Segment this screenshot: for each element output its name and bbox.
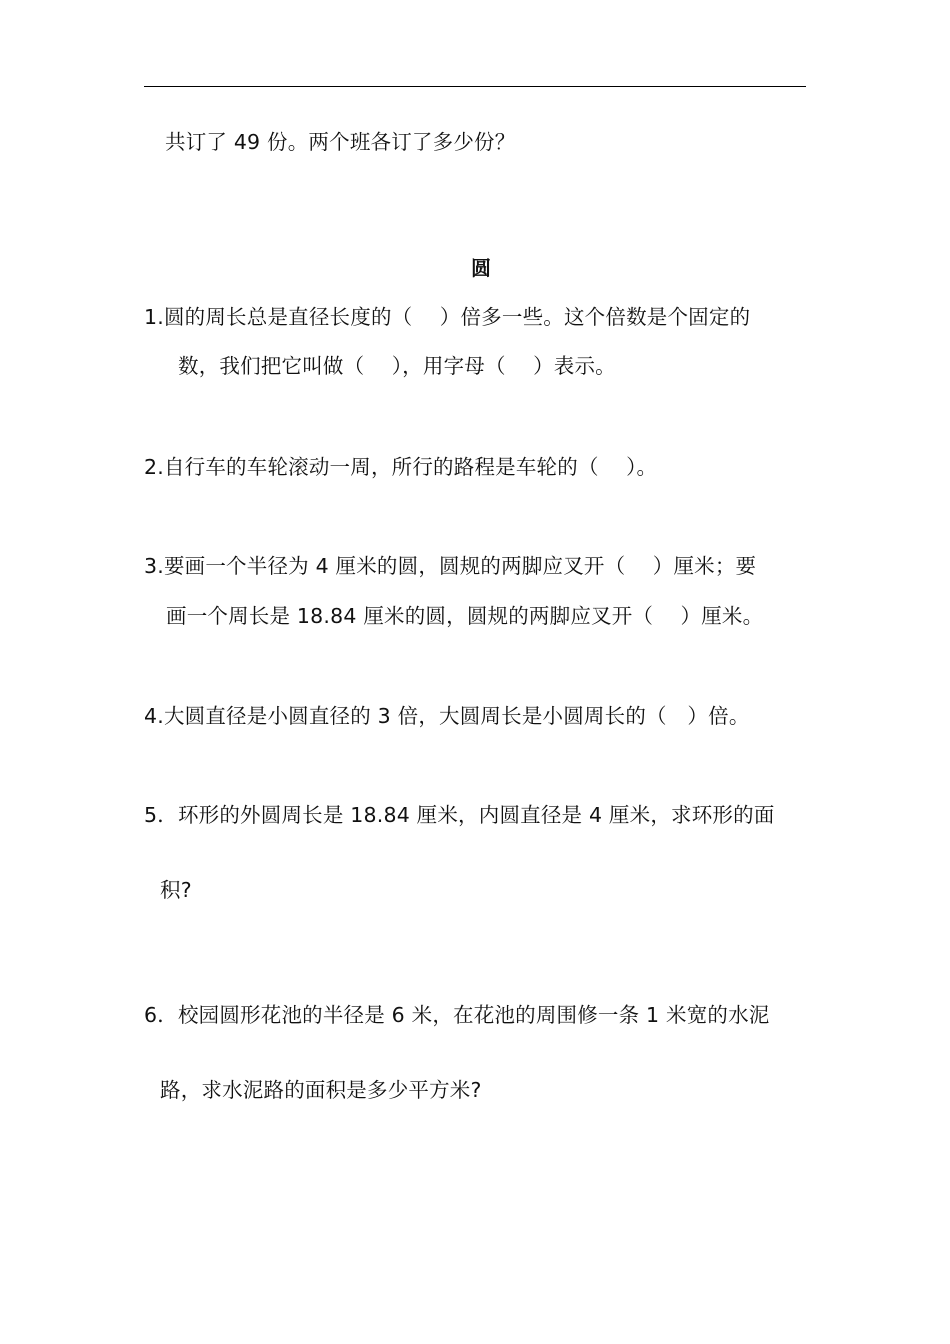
question-2-line-1: 2.自行车的车轮滚动一周，所行的路程是车轮的（ ）。 bbox=[144, 455, 658, 479]
question-1-line-1: 1.圆的周长总是直径长度的（ ）倍多一些。这个倍数是个固定的 bbox=[144, 305, 751, 329]
header-rule bbox=[144, 86, 806, 87]
question-6-line-1: 6．校园圆形花池的半径是 6 米，在花池的周围修一条 1 米宽的水泥 bbox=[144, 1003, 770, 1027]
question-1-line-2: 数，我们把它叫做（ ），用字母（ ）表示。 bbox=[178, 354, 616, 378]
question-6-line-2: 路，求水泥路的面积是多少平方米? bbox=[160, 1078, 482, 1102]
question-3-line-1: 3.要画一个半径为 4 厘米的圆，圆规的两脚应叉开（ ）厘米；要 bbox=[144, 554, 757, 578]
question-5-line-2: 积? bbox=[160, 878, 192, 902]
section-title: 圆 bbox=[471, 256, 491, 280]
question-3-line-2: 画一个周长是 18.84 厘米的圆，圆规的两脚应叉开（ ）厘米。 bbox=[166, 604, 764, 628]
question-5-line-1: 5．环形的外圆周长是 18.84 厘米，内圆直径是 4 厘米，求环形的面 bbox=[144, 803, 775, 827]
question-4-line-1: 4.大圆直径是小圆直径的 3 倍，大圆周长是小圆周长的（ ）倍。 bbox=[144, 704, 750, 728]
carryover-text: 共订了 49 份。两个班各订了多少份？ bbox=[165, 130, 516, 154]
